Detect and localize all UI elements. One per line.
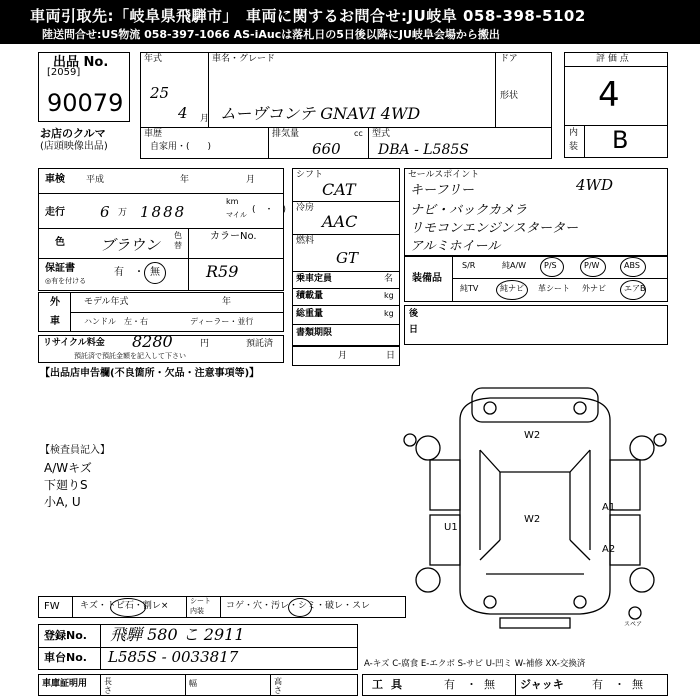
inspector-line-1: A/Wキズ	[44, 461, 92, 475]
mileage-man-value: 6	[100, 203, 110, 221]
displacement-value: 660	[312, 140, 341, 158]
lot-number-box	[38, 52, 130, 122]
type-code-value: DBA - L585S	[378, 142, 469, 158]
warranty-dot: ・	[134, 267, 144, 278]
chassis-value: L585S - 0033817	[108, 648, 239, 666]
height-label: 高さ	[274, 677, 282, 695]
type-code-label: 型式	[372, 129, 391, 139]
equip-leather: 革シート	[538, 284, 570, 293]
warranty-no-circle	[144, 262, 166, 284]
mark-w2-top: W2	[524, 430, 541, 441]
equip-tv: 純TV	[460, 284, 479, 293]
rear-label-2: 日	[409, 325, 419, 335]
fw-seat-items: コゲ・穴・汚レ・シミ・破レ・スレ	[226, 601, 371, 611]
equip-navi: 純ナビ	[500, 284, 524, 293]
tools-dot: ・	[466, 678, 477, 691]
equip-airbag-circle	[620, 280, 646, 300]
car-name-label: 車名・グレード	[212, 54, 276, 64]
score-value: 4	[598, 75, 620, 115]
displacement-label: 排気量	[272, 129, 300, 139]
equip-pw-circle	[580, 257, 606, 277]
warranty-note: ◎有を付ける	[45, 277, 87, 285]
mileage-paren: ( ・ )	[252, 205, 287, 215]
width-label: 幅	[189, 679, 197, 688]
mileage-value: 1888	[140, 203, 187, 221]
mileage-label: 走行	[45, 207, 65, 218]
recycle-status: 預託済	[246, 339, 274, 349]
model-year-month-value: 4	[178, 104, 188, 122]
fuel-label: 燃料	[296, 236, 315, 246]
warranty-no: 無	[150, 267, 160, 278]
rear-label-1: 後	[409, 309, 419, 319]
score-label: 評 価 点	[596, 54, 629, 64]
length-label: 長さ	[104, 677, 112, 695]
registration-value: 飛騨 580 こ 2911	[110, 625, 245, 644]
foreign-model-year: モデル年式	[84, 297, 129, 307]
inspection-label: 車検	[45, 174, 65, 185]
chassis-label: 車台No.	[44, 651, 87, 664]
equip-abs-circle	[620, 257, 646, 277]
foreign-handle: ハンドル 左・右	[84, 317, 148, 326]
jack-yes: 有	[592, 678, 603, 691]
model-year-value: 25	[150, 84, 170, 102]
recycle-unit: 円	[200, 339, 210, 349]
header-contact-line: 車両引取先:「岐阜県飛騨市」 車両に関するお問合せ:JU岐阜 058-398-5102	[30, 7, 586, 25]
foreign-label-2: 車	[50, 316, 60, 327]
garage-cert-label: 車庫証明用	[42, 679, 88, 689]
jack-no: 無	[632, 678, 643, 691]
foreign-dealer: ディーラー・並行	[190, 317, 254, 326]
rear-box	[404, 305, 668, 345]
weight-unit: kg	[384, 309, 394, 318]
warranty-label: 保証書	[45, 263, 75, 274]
mark-w2-center: W2	[524, 514, 541, 525]
displacement-unit: cc	[354, 129, 363, 138]
load-unit: kg	[384, 291, 394, 300]
foreign-label-1: 外	[50, 297, 60, 308]
color-no-value: R59	[206, 262, 239, 281]
lot-sub-number: [2059]	[47, 67, 81, 78]
interior-label-2: 装	[569, 142, 579, 152]
equip-sr: S/R	[462, 261, 476, 270]
color-no-label: カラーNo.	[210, 231, 257, 242]
foreign-year: 年	[222, 297, 232, 307]
car-diagram	[400, 380, 670, 630]
fw-seat-label-1: シート	[190, 597, 211, 605]
capacity-label: 乗車定員	[296, 274, 333, 284]
tools-label: 工具	[372, 678, 410, 691]
sales-point-line-2: ナビ・バックカメラ	[410, 203, 528, 218]
tools-yes: 有	[444, 678, 455, 691]
equip-aftermarket-navi: 外ナビ	[582, 284, 606, 293]
doc-deadline-label: 書類期限	[296, 328, 333, 338]
mileage-km-unit: km	[226, 197, 239, 206]
inspector-line-2: 下廻りS	[44, 478, 88, 492]
shop-car-sub: (店頭映像出品)	[40, 141, 108, 152]
capacity-unit: 名	[384, 274, 394, 284]
lot-number: 90079	[47, 89, 124, 117]
load-label: 積載量	[296, 291, 324, 301]
inspector-label: 【検査員記入】	[40, 445, 110, 456]
recycle-value: 8280	[132, 332, 173, 351]
equip-ps: P/S	[544, 261, 557, 270]
color-change-label: 色替	[174, 231, 182, 250]
sales-point-line-4: アルミホイール	[410, 239, 501, 254]
inspection-month: 月	[246, 175, 256, 185]
recycle-label: リサイクル料金	[43, 338, 105, 348]
door-label: ドア	[500, 54, 518, 64]
inspection-era: 平成	[86, 175, 105, 185]
mark-u1: U1	[444, 522, 458, 533]
interior-label-1: 内	[569, 128, 579, 138]
model-year-label: 年式	[144, 54, 163, 64]
shop-car-label: お店のクルマ	[40, 127, 106, 140]
history-label: 車歴	[144, 129, 163, 139]
equipment-label: 装備品	[412, 273, 442, 284]
color-label: 色	[55, 237, 65, 248]
warranty-yes: 有	[114, 267, 124, 278]
sales-point-line-3: リモコンエンジンスターター	[410, 221, 578, 236]
fuel-value: GT	[336, 249, 358, 267]
fw-chip-circle	[110, 598, 146, 617]
history-value: 自家用・( )	[150, 142, 212, 152]
sales-point-label: セールスポイント	[408, 170, 480, 180]
spare-label: スペア	[624, 621, 643, 628]
inspector-line-3: 小A, U	[44, 495, 81, 509]
fw-label: FW	[44, 601, 60, 612]
recycle-note: 預託済で預託金額を記入して下さい	[74, 352, 186, 360]
interior-value: B	[612, 126, 629, 154]
doc-deadline-month: 月	[338, 351, 348, 361]
equip-pw: P/W	[584, 261, 600, 270]
mark-a2: A2	[602, 544, 616, 555]
mark-a1: A1	[602, 502, 616, 513]
notice-label: 【出品店申告欄(不良箇所・欠品・注意事項等)】	[40, 368, 260, 379]
sales-point-line-1: キーフリー	[410, 183, 474, 198]
fw-stain-circle	[288, 598, 312, 617]
jack-dot: ・	[614, 678, 625, 691]
lot-label: 出品 No.	[53, 55, 109, 70]
equip-alloy: 純A/W	[502, 261, 527, 270]
color-value: ブラウン	[100, 236, 161, 254]
ac-value: AAC	[322, 212, 358, 231]
shift-value: CAT	[322, 180, 356, 199]
weight-label: 総重量	[296, 309, 324, 319]
shape-label: 形状	[500, 91, 519, 101]
equip-abs: ABS	[624, 261, 640, 270]
header-banner	[0, 0, 700, 44]
damage-legend: A-キズ C-腐食 E-エクボ S-サビ U-凹ミ W-補修 XX-交換済	[364, 659, 586, 669]
fw-seat-label-2: 内装	[190, 607, 204, 615]
car-name-value: ムーヴコンテ GNAVI 4WD	[220, 104, 421, 123]
ac-label: 冷房	[296, 203, 315, 213]
tools-no: 無	[484, 678, 495, 691]
shift-label: シフト	[296, 170, 324, 180]
model-year-month-unit: 月	[200, 114, 210, 124]
sales-point-extra: 4WD	[576, 176, 613, 194]
mileage-mile-unit: マイル	[226, 211, 247, 219]
equip-airbag: エアB	[624, 284, 646, 293]
header-transport-line: 陸送問合せ:US物流 058-397-1066 AS-iAucは落札日の5日後以降にJU岐阜会場から搬出	[42, 28, 500, 41]
equip-navi-circle	[496, 280, 528, 300]
doc-deadline-day: 日	[386, 351, 396, 361]
fw-items: キズ・トビ石・割レ×	[80, 601, 169, 611]
mileage-man-unit: 万	[118, 208, 128, 218]
jack-label: ジャッキ	[520, 678, 564, 691]
inspection-year: 年	[180, 175, 190, 185]
equip-ps-circle	[540, 257, 564, 277]
registration-label: 登録No.	[44, 629, 87, 642]
